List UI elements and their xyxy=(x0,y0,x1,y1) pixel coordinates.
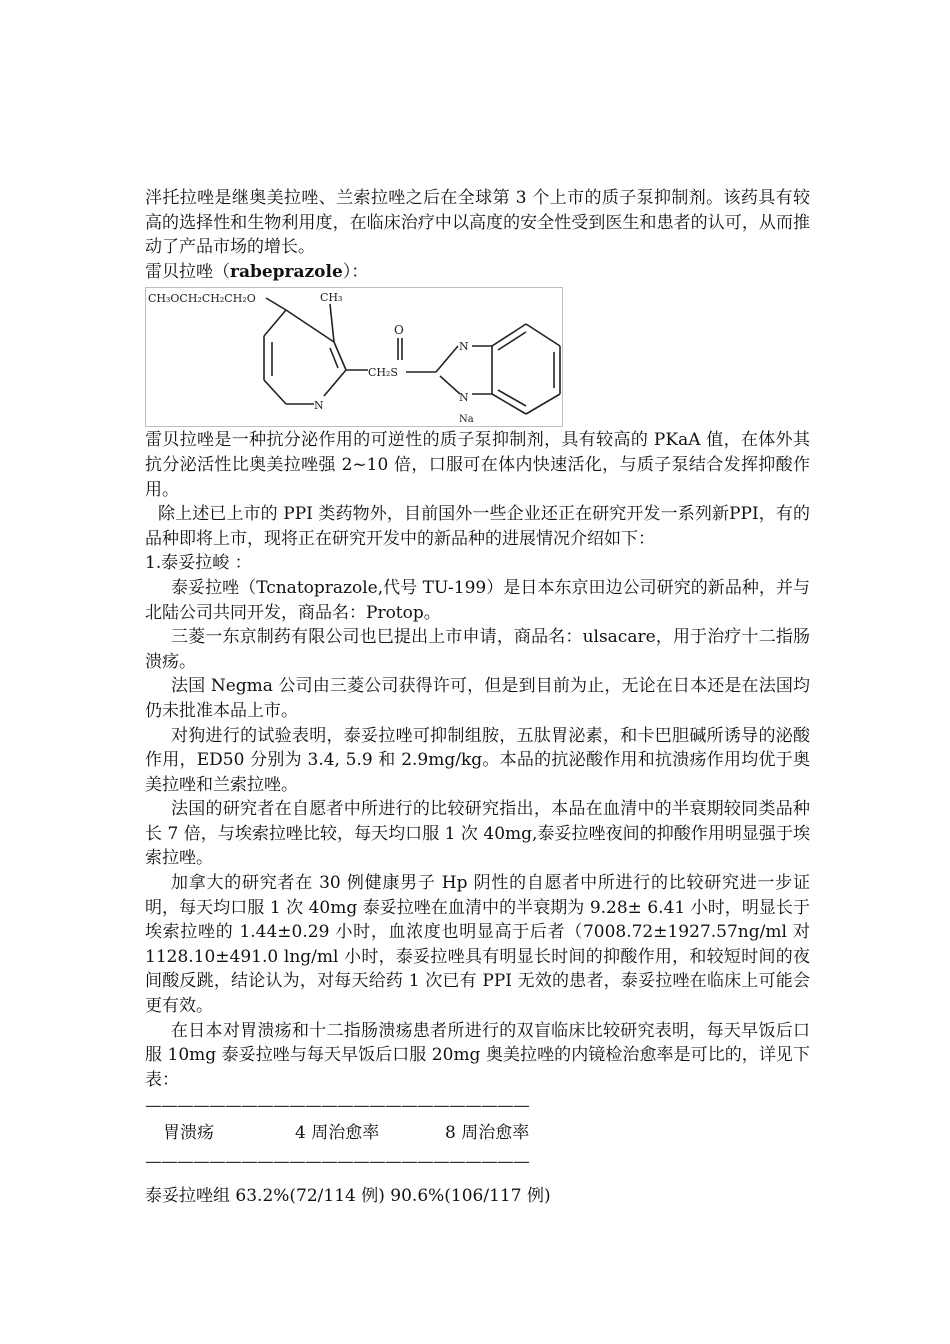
propoxy-label: CH₃OCH₂CH₂CH₂O xyxy=(148,292,256,306)
paragraph-pantoprazole: 泮托拉唑是继奥美拉唑、兰索拉唑之后在全球第 3 个上市的质子泵抑制剂。该药具有较高的选择性和生物利用度，在临床治疗中以高度的安全性受到医生和患者的认可，从而推动了产品市场的增长。 xyxy=(145,188,810,258)
methyl-label: CH₃ xyxy=(320,291,343,305)
paragraph-dog-study: 对狗进行的试验表明，泰妥拉唑可抑制组胺，五肽胃泌素，和卡巴胆碱所诱导的泌酸作用，ED50 分别为 3.4, 5.9 和 2.9mg/kg。本品的抗泌酸作用和抗溃疡作用均优于奥美拉唑和兰索拉唑。 xyxy=(145,725,810,795)
rabeprazole-heading-name: rabeprazole xyxy=(230,261,343,282)
document-body xyxy=(145,186,810,1209)
n-ring-label: N xyxy=(314,399,324,413)
n-upper-label: N xyxy=(459,340,469,354)
structure-drawing xyxy=(146,288,564,428)
table-header-cell: 8 周治愈率 xyxy=(445,1123,530,1144)
rabeprazole-heading xyxy=(145,260,810,285)
table-header-row xyxy=(145,1118,810,1148)
paragraph-rabeprazole: 雷贝拉唑是一种抗分泌作用的可逆性的质子泵抑制剂，具有较高的 PKaA 值，在体外其抗分泌活性比奥美拉唑强 2~10 倍，口服可在体内快速活化，与质子泵结合发挥抑酸作用。 xyxy=(145,430,810,500)
table-header-cell: 胃溃疡 xyxy=(163,1123,214,1144)
rabeprazole-heading-prefix: 雷贝拉唑（ xyxy=(145,261,230,282)
oxygen-label: O xyxy=(394,323,404,338)
n-lower-label: N xyxy=(459,391,469,405)
table-header-cell: 4 周治愈率 xyxy=(295,1123,380,1144)
paragraph-japan-study: 在日本对胃溃疡和十二指肠溃疡患者所进行的双盲临床比较研究表明，每天早饭后口服 10mg 泰妥拉唑与每天早饭后口服 20mg 奥美拉唑的内镜检治愈率是可比的，详见下表： xyxy=(145,1020,810,1090)
table-top-rule: ———————————————————————— xyxy=(145,1096,529,1117)
paragraph-france-study: 法国的研究者在自愿者中所进行的比较研究指出，本品在血清中的半衰期较同类品种长 7 倍，与埃索拉唑比较，每天均口服 1 次 40mg,泰妥拉唑夜间的抑酸作用明显强于埃索拉唑。 xyxy=(145,799,810,869)
table-mid-rule: ———————————————————————— xyxy=(145,1152,529,1173)
section-heading-tenatoprazole: 1.泰妥拉峻 ： xyxy=(145,553,252,574)
paragraph-new-ppi: 除上述已上市的 PPI 类药物外，目前国外一些企业还正在研究开发一系列新PPI，有的品种即将上市，现将正在研究开发中的新品种的进展情况介绍如下： xyxy=(145,504,810,549)
rabeprazole-structure-figure xyxy=(145,287,563,427)
paragraph-negma: 法国 Negma 公司由三菱公司获得许可，但是到目前为止，无论在日本还是在法国均仍未批准本品上市。 xyxy=(145,676,810,721)
paragraph-canada-study: 加拿大的研究者在 30 例健康男子 Hp 阴性的自愿者中所进行的比较研究进一步证明，每天均口服 1 次 40mg 泰妥拉唑在血清中的半衰期为 9.28± 6.41 小时，明显长于埃索拉唑的 1.44±0.29 小时，血浓度也明显高于后者（7008.72±1927.57ng/ml 对 1128.10±491.0 lng/ml 小时，泰妥拉唑具有明显长时间的抑酸作用，和较短时间的夜间酸反跳，结论认为，对每天给药 1 次已有 PPI 无效的患者，泰妥拉唑在临床上可能会更有效。 xyxy=(145,873,810,1017)
rabeprazole-heading-suffix: ）： xyxy=(342,261,369,282)
table-row: 泰妥拉唑组 63.2%(72/114 例) 90.6%(106/117 例) xyxy=(145,1186,551,1207)
sodium-label: Na xyxy=(459,414,474,426)
paragraph-mitsubishi: 三菱一东京制药有限公司也巳提出上市申请，商品名：ulsacare，用于治疗十二指肠溃疡。 xyxy=(145,627,810,672)
linker-label: CH₂S xyxy=(368,366,398,380)
paragraph-tenatoprazole-intro: 泰妥拉唑（Tcnatoprazole,代号 TU-199）是日本东京田边公司研究的新品种，并与北陆公司共同开发，商品名：Protop。 xyxy=(145,577,810,623)
